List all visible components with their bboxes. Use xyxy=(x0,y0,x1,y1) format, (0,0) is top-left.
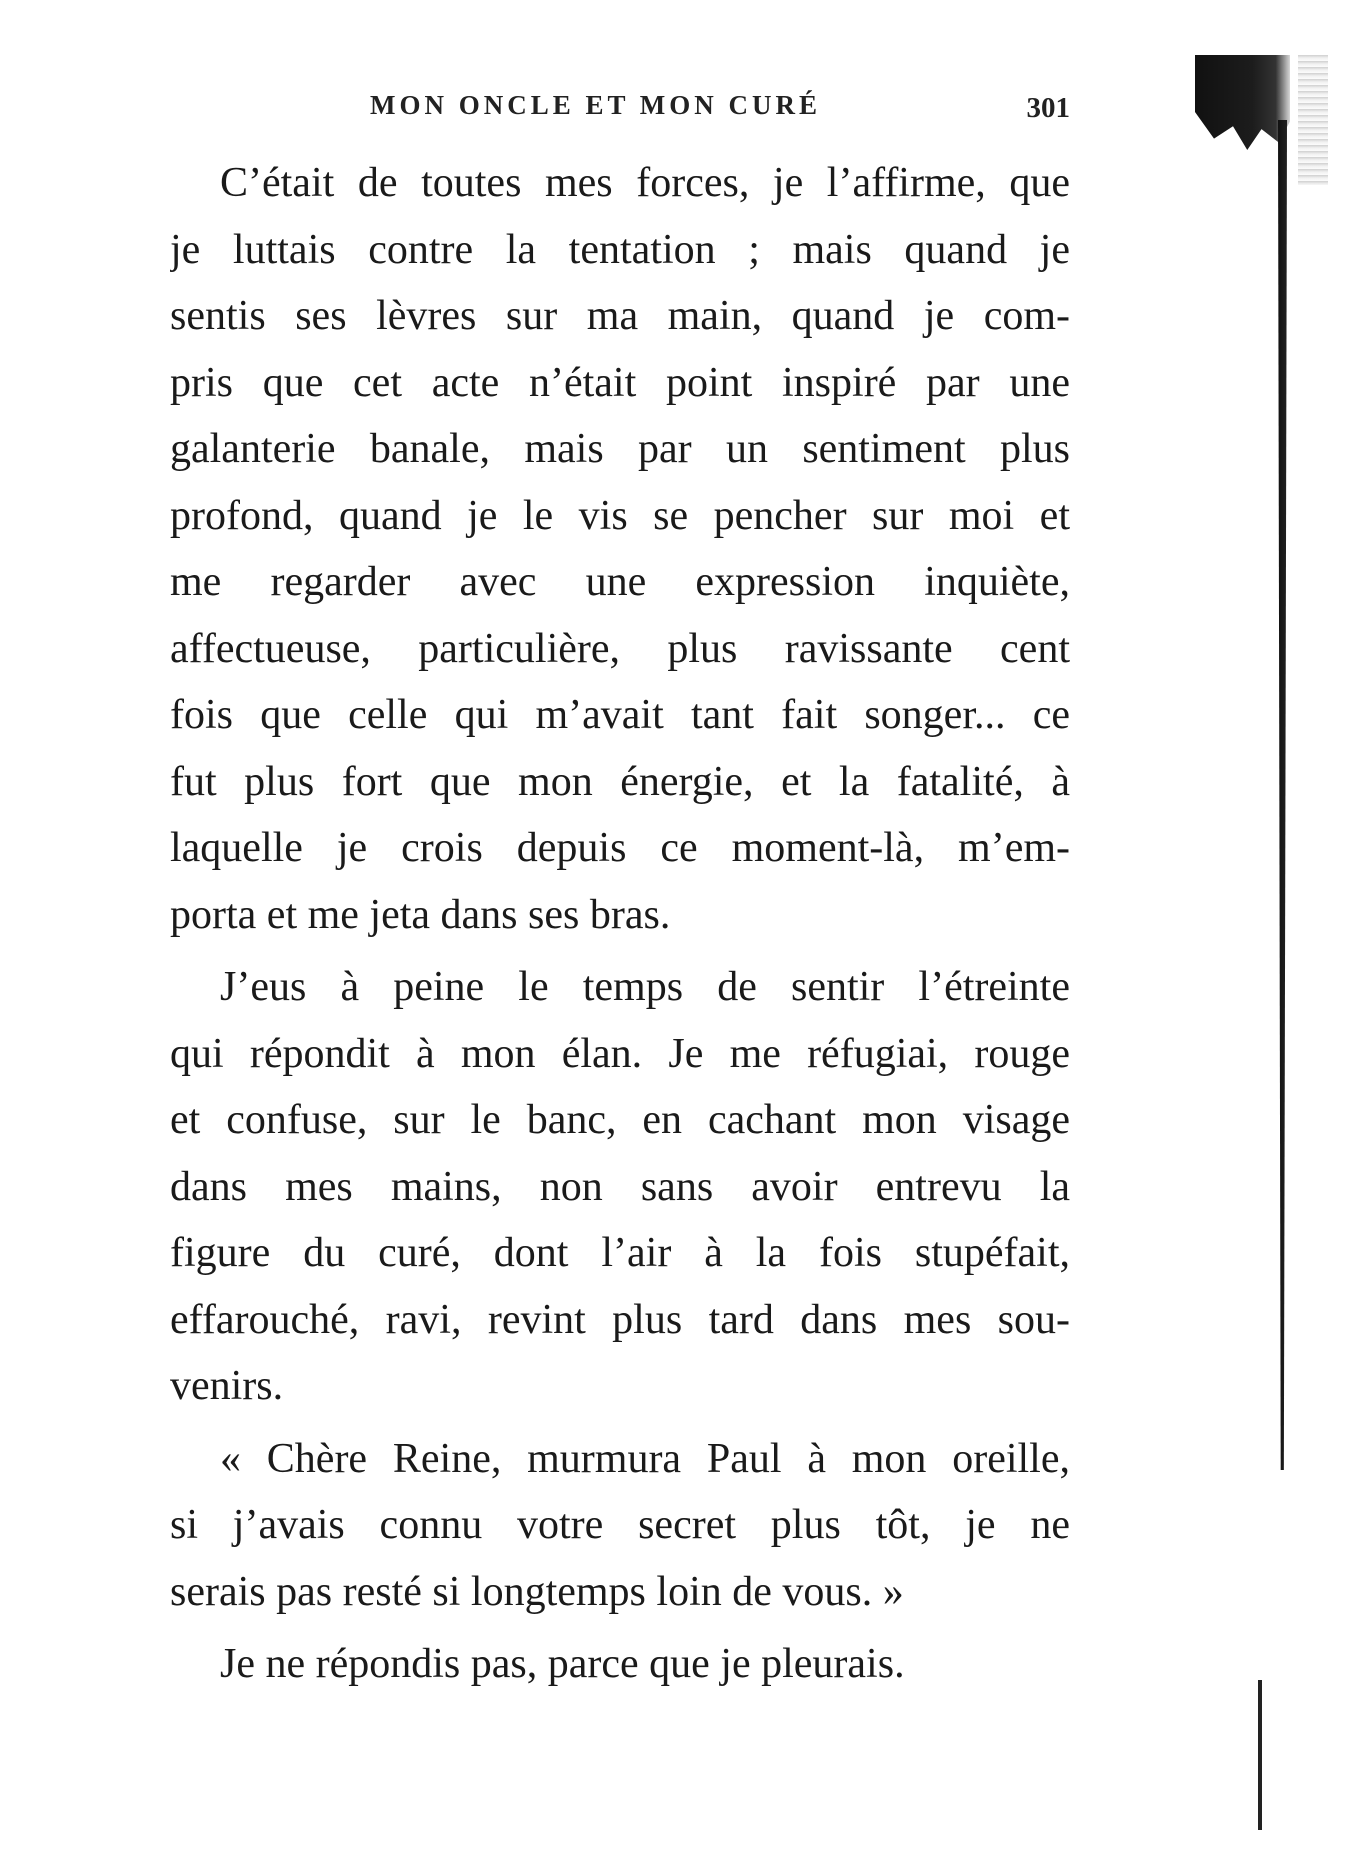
paragraph-1-line: je luttais contre la tentation ; mais quand je xyxy=(170,226,1070,273)
binding-edge-bottom xyxy=(1258,1680,1262,1830)
paragraph-1-line: me regarder avec une expression inquiète, xyxy=(170,559,1070,605)
paragraph-3-line: serais pas resté si longtemps loin de vous. » xyxy=(170,1568,904,1615)
body-text xyxy=(170,150,1070,1698)
paragraph-1-line: porta et me jeta dans ses bras. xyxy=(170,891,671,938)
paragraph-1-line: C’était de toutes mes forces, je l’affirme, que xyxy=(220,160,1070,206)
paragraph-1-line: profond, quand je le vis se pencher sur moi et xyxy=(170,492,1070,539)
paragraph-1-line: fut plus fort que mon énergie, et la fatalité, à xyxy=(170,758,1070,805)
paragraph-2-line: J’eus à peine le temps de sentir l’étreinte xyxy=(220,964,1070,1010)
paragraph-2-line: qui répondit à mon élan. Je me réfugiai, rouge xyxy=(170,1030,1070,1077)
paragraph-3-line: si j’avais connu votre secret plus tôt, je ne xyxy=(170,1502,1070,1548)
binding-shadow xyxy=(1195,55,1290,150)
running-title: MON ONCLE ET MON CURÉ xyxy=(370,90,822,120)
paragraph-1-line: laquelle je crois depuis ce moment-là, m’em- xyxy=(170,825,1070,871)
paragraph-2-line: dans mes mains, non sans avoir entrevu la xyxy=(170,1163,1070,1210)
paragraph-1-line: fois que celle qui m’avait tant fait songer... ce xyxy=(170,692,1070,738)
binding-shadow-gray xyxy=(1298,55,1328,185)
paragraph-2-line: venirs. xyxy=(170,1363,284,1409)
paragraph-3-line: « Chère Reine, murmura Paul à mon oreille, xyxy=(220,1435,1070,1482)
paragraph-2-line: et confuse, sur le banc, en cachant mon visage xyxy=(170,1097,1070,1143)
paragraph-1-line: galanterie banale, mais par un sentiment plus xyxy=(170,426,1070,472)
paragraph-2-line: effarouché, ravi, revint plus tard dans mes sou- xyxy=(170,1296,1070,1343)
paragraph-4-line: Je ne répondis pas, parce que je pleurais. xyxy=(220,1641,905,1687)
running-head xyxy=(170,90,1070,130)
paragraph-1-line: pris que cet acte n’était point inspiré par une xyxy=(170,359,1070,406)
binding-edge-line xyxy=(1278,120,1287,1470)
page-number: 301 xyxy=(1026,92,1070,124)
paragraph-1-line: sentis ses lèvres sur ma main, quand je com- xyxy=(170,293,1070,339)
paragraph-2-line: figure du curé, dont l’air à la fois stupéfait, xyxy=(170,1230,1070,1276)
paragraph-1-line: affectueuse, particulière, plus ravissante cent xyxy=(170,625,1070,672)
